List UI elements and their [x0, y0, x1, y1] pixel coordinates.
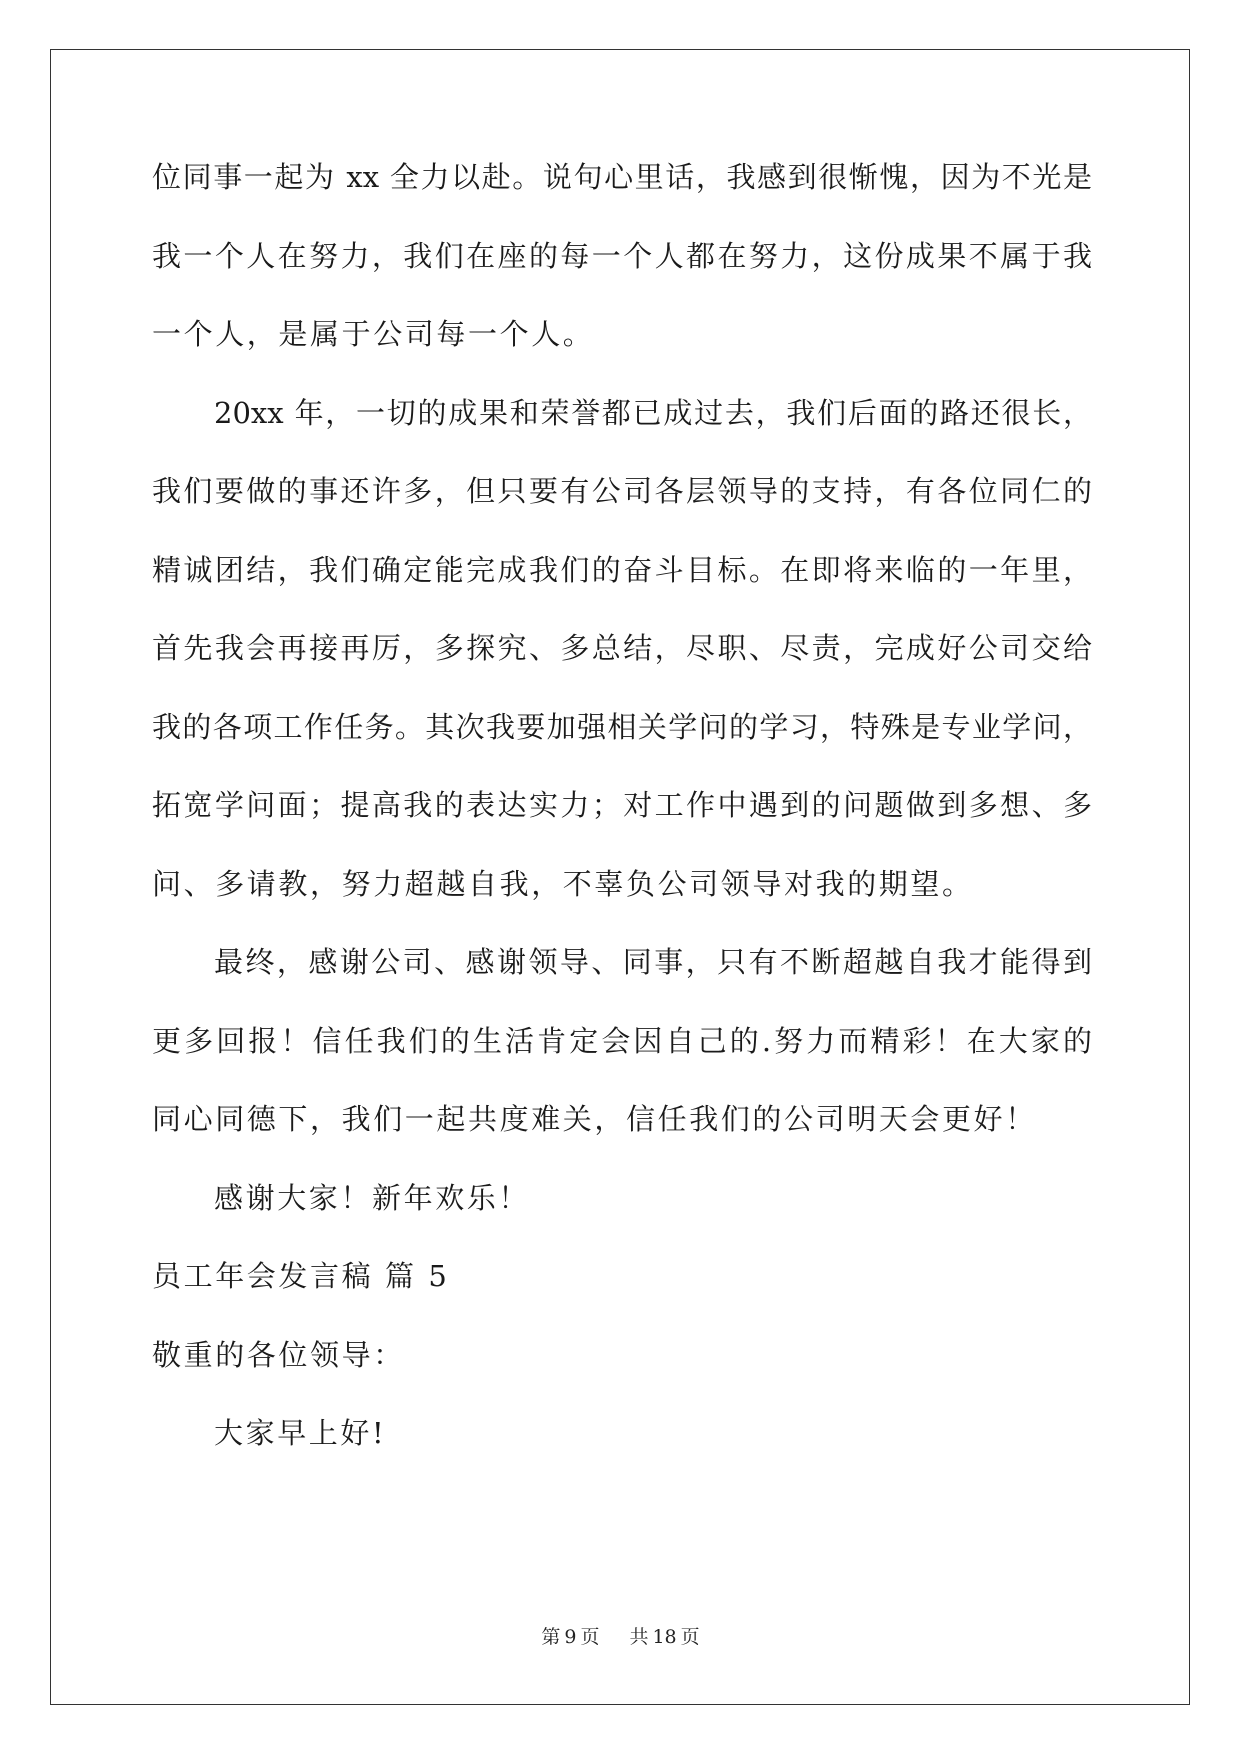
text-line: 最终，感谢公司、感谢领导、同事，只有不断超越自我才能得到: [214, 945, 1092, 979]
text-line: 位同事一起为 xx 全力以赴。说句心里话，我感到很惭愧，因为不光是: [152, 160, 1092, 194]
text-line: 大家早上好!: [214, 1416, 387, 1450]
text-line: 更多回报！信任我们的生活肯定会因自己的.努力而精彩！在大家的: [152, 1023, 1092, 1058]
page-label-prefix: 第: [541, 1626, 561, 1648]
total-label-prefix: 共: [629, 1626, 649, 1648]
text-line: 感谢大家！新年欢乐！: [214, 1180, 531, 1215]
text-line: 问、多请教，努力超越自我，不辜负公司领导对我的期望。: [152, 866, 974, 901]
current-page-number: 9: [564, 1626, 577, 1648]
total-label-suffix: 页: [680, 1626, 700, 1648]
page-label-suffix: 页: [580, 1626, 600, 1648]
text-line: 20xx 年，一切的成果和荣誉都已成过去，我们后面的路还很长，: [214, 395, 1092, 430]
text-line: 首先我会再接再厉，多探究、多总结，尽职、尽责，完成好公司交给: [152, 631, 1092, 665]
total-pages-number: 18: [652, 1626, 677, 1648]
text-line: 精诚团结，我们确定能完成我们的奋斗目标。在即将来临的一年里，: [152, 552, 1092, 587]
text-line: 我们要做的事还许多，但只要有公司各层领导的支持，有各位同仁的: [152, 474, 1092, 508]
text-line: 拓宽学问面；提高我的表达实力；对工作中遇到的问题做到多想、多: [152, 788, 1092, 822]
text-line: 敬重的各位领导：: [152, 1337, 405, 1372]
text-line: 员工年会发言稿 篇 5: [152, 1259, 450, 1293]
page-footer: [0, 1626, 1241, 1648]
text-line: 我一个人在努力，我们在座的每一个人都在努力，这份成果不属于我: [152, 238, 1092, 273]
text-line: 一个人，是属于公司每一个人。: [152, 317, 595, 351]
text-line: 同心同德下，我们一起共度难关，信任我们的公司明天会更好！: [152, 1102, 1037, 1136]
document-body: [152, 162, 1092, 1497]
text-line: 我的各项工作任务。其次我要加强相关学问的学习，特殊是专业学问，: [152, 709, 1092, 744]
